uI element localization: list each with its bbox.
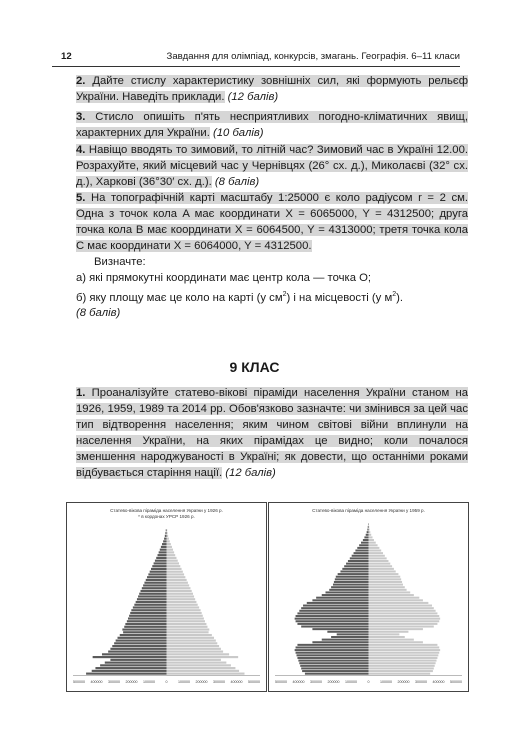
- female-bar: [369, 552, 384, 554]
- female-bar: [167, 590, 192, 592]
- male-bar: [305, 673, 369, 675]
- female-bar: [369, 620, 440, 622]
- male-bar: [340, 570, 368, 572]
- task-3-highlight: [76, 111, 468, 139]
- female-bar: [167, 579, 187, 581]
- male-bar: [348, 560, 369, 562]
- female-bar: [369, 602, 429, 604]
- female-bar: [369, 639, 414, 641]
- female-bar: [167, 639, 216, 641]
- section-heading: 9 КЛАС: [229, 359, 280, 375]
- task-4-highlight: [76, 144, 468, 188]
- female-bar: [369, 597, 420, 599]
- task-5-text: На топографічній карті масштабу 1:25000 є коло радіусом r = 2 см. Одна з точок кола A має координати X = 6065000, Y = 4312500; друга точка кола B має координати X = 6064500, Y = 4313000; третя точка кола C має координати X = 6064000, Y = 4312500.: [76, 192, 468, 253]
- male-bar: [156, 557, 166, 559]
- task-5-determine: Визначте:: [94, 256, 146, 269]
- male-bar: [139, 593, 166, 595]
- female-bar: [369, 542, 376, 544]
- header-title: Завдання для олімпіад, конкурсів, змагань. Географія. 6–11 класи: [166, 51, 460, 62]
- male-bar: [297, 654, 369, 656]
- male-bar: [142, 587, 167, 589]
- female-bar: [167, 540, 170, 542]
- female-bar: [167, 543, 171, 545]
- male-bar: [342, 568, 368, 570]
- x-tick-label: 500000: [275, 680, 287, 684]
- female-bar: [167, 582, 188, 584]
- male-bar: [296, 646, 369, 648]
- x-tick-label: 400000: [432, 680, 445, 684]
- x-tick-label: 200000: [195, 680, 208, 684]
- female-bar: [167, 595, 195, 597]
- male-bar: [166, 529, 167, 531]
- male-bar: [322, 639, 369, 641]
- x-tick-label: 100000: [143, 680, 155, 684]
- task-5-item-a: а) які прямокутні координати має центр кола — точка О;: [76, 272, 372, 285]
- male-bar: [124, 626, 166, 628]
- male-bar: [105, 662, 167, 664]
- male-bar: [131, 609, 166, 611]
- female-bar: [369, 654, 439, 656]
- male-bar: [350, 557, 369, 559]
- female-bar: [369, 557, 387, 559]
- task-4-text: Навіщо вводять то зимовий, то літній час? Зимовий час в Україні 12.00. Розрахуйте, який місцевий час у Чернівцях (26° сх. д.), Миколаєві (32° сх. д.), Харкові (36°30′ сх. д.).: [76, 144, 468, 189]
- task-3-number: 3.: [76, 111, 86, 123]
- male-bar: [296, 615, 369, 617]
- female-bar: [167, 576, 186, 578]
- female-bar: [167, 626, 208, 628]
- male-bar: [367, 531, 369, 533]
- female-bar: [369, 581, 403, 583]
- female-bar: [369, 628, 423, 630]
- pyramid-chart-1926: [66, 502, 267, 692]
- male-bar: [95, 667, 166, 669]
- male-bar: [134, 604, 166, 606]
- female-bar: [369, 610, 436, 612]
- x-tick-label: 100000: [380, 680, 392, 684]
- female-bar: [369, 615, 440, 617]
- female-bar: [167, 617, 204, 619]
- male-bar: [110, 659, 166, 661]
- female-bar: [369, 667, 434, 669]
- female-bar: [167, 664, 231, 666]
- male-bar: [357, 547, 368, 549]
- female-bar: [167, 620, 205, 622]
- male-bar: [150, 571, 167, 573]
- male-bar: [325, 591, 368, 593]
- chart-title: Статево-вікова піраміда населення України у 1959 р.: [312, 508, 425, 513]
- male-bar: [137, 598, 167, 600]
- x-tick-label: 400000: [230, 680, 243, 684]
- male-bar: [130, 612, 166, 614]
- female-bar: [369, 657, 438, 659]
- female-bar: [167, 653, 230, 655]
- male-bar: [312, 599, 368, 601]
- female-bar: [369, 591, 411, 593]
- x-tick-label: 300000: [213, 680, 225, 684]
- x-tick-label: 100000: [178, 680, 190, 684]
- male-bar: [363, 539, 369, 541]
- female-bar: [369, 573, 399, 575]
- male-bar: [334, 581, 369, 583]
- male-bar: [296, 620, 369, 622]
- x-tick-label: 0: [165, 680, 168, 684]
- x-tick-label: 400000: [90, 680, 103, 684]
- female-bar: [167, 565, 181, 567]
- female-bar: [369, 544, 378, 546]
- female-bar: [369, 586, 405, 588]
- male-bar: [163, 540, 166, 542]
- male-bar: [355, 550, 368, 552]
- male-bar: [151, 568, 167, 570]
- female-bar: [369, 578, 402, 580]
- male-bar: [165, 535, 167, 537]
- male-bar: [143, 584, 166, 586]
- grade9-task-1-points: (12 балів): [225, 467, 276, 480]
- male-bar: [299, 662, 368, 664]
- female-bar: [167, 549, 174, 551]
- x-tick-label: 200000: [397, 680, 410, 684]
- female-bar: [167, 667, 236, 669]
- male-bar: [367, 529, 368, 531]
- female-bar: [167, 651, 224, 653]
- female-bar: [369, 550, 382, 552]
- female-bar: [369, 560, 389, 562]
- male-bar: [346, 563, 368, 565]
- female-bar: [369, 641, 423, 643]
- female-bar: [167, 584, 190, 586]
- female-bar: [167, 538, 169, 540]
- male-bar: [336, 576, 369, 578]
- male-bar: [298, 660, 368, 662]
- male-bar: [354, 552, 369, 554]
- task-3-points: (10 балів): [212, 127, 264, 140]
- x-tick-label: 300000: [310, 680, 322, 684]
- female-bar: [369, 576, 401, 578]
- task-5-highlight: [76, 192, 468, 252]
- male-bar: [301, 626, 368, 628]
- male-bar: [329, 589, 368, 591]
- female-bar: [369, 644, 438, 646]
- male-bar: [337, 633, 369, 635]
- male-bar: [110, 648, 166, 650]
- female-bar: [369, 568, 394, 570]
- task-3-text: Стисло опишіть п'ять несприятливих погодно-кліматичних явищ, характерних для України.: [76, 111, 468, 140]
- female-bar: [167, 612, 202, 614]
- female-bar: [369, 589, 407, 591]
- x-tick-label: 200000: [125, 680, 138, 684]
- male-bar: [296, 652, 369, 654]
- male-bar: [333, 584, 369, 586]
- task-3: [76, 109, 468, 141]
- female-bar: [167, 606, 200, 608]
- x-tick-label: 0: [367, 680, 370, 684]
- female-bar: [167, 535, 169, 537]
- female-bar: [369, 646, 440, 648]
- male-bar: [125, 623, 166, 625]
- page-header: [52, 50, 460, 67]
- male-bar: [359, 544, 368, 546]
- male-bar: [295, 618, 369, 620]
- female-bar: [167, 601, 197, 603]
- pyramid-1959-svg: [269, 503, 468, 691]
- male-bar: [302, 670, 368, 672]
- female-bar: [369, 584, 403, 586]
- female-bar: [369, 618, 441, 620]
- female-bar: [369, 531, 371, 533]
- male-bar: [331, 586, 368, 588]
- female-bar: [369, 536, 373, 538]
- male-bar: [361, 542, 368, 544]
- task-2-points: (12 балів): [227, 91, 279, 104]
- male-bar: [352, 555, 369, 557]
- male-bar: [297, 644, 368, 646]
- female-bar: [167, 604, 198, 606]
- female-bar: [369, 612, 438, 614]
- male-bar: [86, 673, 166, 675]
- chart-subtitle: * в кордонах УРСР 1926 р.: [138, 514, 195, 519]
- female-bar: [167, 615, 203, 617]
- female-bar: [369, 673, 431, 675]
- female-bar: [369, 565, 393, 567]
- male-bar: [127, 620, 167, 622]
- male-bar: [123, 631, 166, 633]
- x-tick-label: 100000: [345, 680, 357, 684]
- female-bar: [369, 623, 438, 625]
- male-bar: [316, 597, 368, 599]
- male-bar: [158, 554, 167, 556]
- grade9-task-1-text: Проаналізуйте статево-вікові піраміди населення України станом на 1926, 1959, 1989 та 2014 рр. Обов'язково зазначте: чи змінився за цей час тип відтворення населення; яким чином світові війни вплинули на населення України, на яких пірамідах це видно; коли почалося зменшення народжуваності в Україні; як довести, що останніми роками відбувається старіння нації.: [76, 387, 468, 480]
- male-bar: [364, 536, 368, 538]
- male-bar: [154, 562, 167, 564]
- x-tick-label: 400000: [292, 680, 305, 684]
- male-bar: [160, 549, 167, 551]
- male-bar: [138, 595, 166, 597]
- female-bar: [167, 656, 239, 658]
- female-bar: [369, 539, 374, 541]
- male-bar: [108, 651, 166, 653]
- female-bar: [369, 662, 436, 664]
- task-2-text: Дайте стислу характеристику зовнішніх сил, які формують рельєф України. Наведіть приклади.: [76, 75, 468, 104]
- female-bar: [369, 633, 400, 635]
- female-bar: [167, 623, 207, 625]
- female-bar: [167, 631, 209, 633]
- male-bar: [307, 602, 369, 604]
- x-tick-label: 500000: [73, 680, 85, 684]
- male-bar: [93, 656, 167, 658]
- male-bar: [114, 642, 166, 644]
- male-bar: [120, 634, 167, 636]
- female-bar: [167, 529, 168, 531]
- grade9-task-1: [76, 385, 468, 482]
- x-tick-label: 500000: [248, 680, 260, 684]
- male-bar: [164, 538, 166, 540]
- male-bar: [300, 665, 368, 667]
- female-bar: [369, 665, 435, 667]
- female-bar: [369, 607, 434, 609]
- female-bar: [369, 649, 441, 651]
- female-bar: [167, 628, 210, 630]
- task-4-number: 4.: [76, 144, 86, 156]
- task-4-points: (8 балів): [214, 176, 260, 189]
- male-bar: [159, 551, 167, 553]
- male-bar: [301, 607, 368, 609]
- pyramid-1926-svg: [67, 503, 266, 691]
- female-bar: [369, 529, 370, 531]
- x-tick-label: 300000: [415, 680, 427, 684]
- male-bar: [335, 578, 369, 580]
- female-bar: [167, 551, 175, 553]
- female-bar: [369, 631, 409, 633]
- male-bar: [136, 601, 167, 603]
- male-bar: [116, 639, 167, 641]
- female-bar: [167, 609, 201, 611]
- male-bar: [297, 657, 368, 659]
- female-bar: [167, 670, 240, 672]
- grade9-task-1-number: 1.: [76, 387, 86, 399]
- male-bar: [122, 628, 166, 630]
- male-bar: [146, 579, 167, 581]
- task-5-points: (8 балів): [76, 307, 121, 320]
- female-bar: [167, 532, 168, 534]
- male-bar: [303, 605, 368, 607]
- x-tick-label: 200000: [327, 680, 340, 684]
- female-bar: [369, 636, 405, 638]
- male-bar: [366, 534, 369, 536]
- female-bar: [167, 673, 245, 675]
- female-bar: [167, 662, 227, 664]
- male-bar: [133, 606, 167, 608]
- x-tick-label: 500000: [450, 680, 462, 684]
- male-bar: [368, 526, 369, 528]
- chart-title: Статево-вікова піраміда населення України у 1926 р.: [110, 508, 223, 513]
- female-bar: [167, 634, 212, 636]
- female-bar: [167, 642, 218, 644]
- male-bar: [338, 573, 369, 575]
- male-bar: [148, 573, 166, 575]
- task-2: [76, 73, 468, 105]
- male-bar: [92, 670, 167, 672]
- female-bar: [369, 563, 391, 565]
- male-bar: [100, 664, 166, 666]
- x-tick-label: 300000: [108, 680, 120, 684]
- male-bar: [165, 532, 166, 534]
- male-bar: [162, 543, 166, 545]
- female-bar: [167, 546, 172, 548]
- task-5-number: 5.: [76, 192, 86, 204]
- male-bar: [147, 576, 166, 578]
- male-bar: [327, 631, 368, 633]
- female-bar: [167, 560, 178, 562]
- female-bar: [167, 593, 193, 595]
- male-bar: [141, 590, 167, 592]
- female-bar: [369, 652, 440, 654]
- female-bar: [369, 594, 414, 596]
- male-bar: [102, 653, 167, 655]
- male-bar: [322, 594, 369, 596]
- female-bar: [167, 554, 176, 556]
- male-bar: [297, 612, 368, 614]
- male-bar: [128, 617, 167, 619]
- female-bar: [167, 557, 177, 559]
- pyramid-chart-1959: [268, 502, 469, 692]
- female-bar: [369, 555, 385, 557]
- female-bar: [167, 562, 180, 564]
- female-bar: [167, 659, 221, 661]
- male-bar: [312, 641, 368, 643]
- male-bar: [312, 628, 368, 630]
- female-bar: [167, 571, 183, 573]
- male-bar: [301, 667, 368, 669]
- female-bar: [167, 587, 191, 589]
- female-bar: [167, 648, 221, 650]
- task-2-number: 2.: [76, 75, 86, 87]
- male-bar: [118, 637, 167, 639]
- female-bar: [369, 670, 433, 672]
- female-bar: [369, 526, 370, 528]
- female-bar: [369, 626, 434, 628]
- female-bar: [369, 570, 396, 572]
- task-4: [76, 142, 468, 190]
- female-bar: [369, 660, 437, 662]
- grade9-task-1-highlight: [76, 387, 468, 479]
- female-bar: [369, 534, 372, 536]
- male-bar: [144, 582, 166, 584]
- male-bar: [129, 615, 166, 617]
- female-bar: [369, 547, 380, 549]
- task-5: [76, 190, 468, 322]
- female-bar: [369, 605, 432, 607]
- page-number: 12: [61, 51, 72, 62]
- male-bar: [112, 645, 166, 647]
- female-bar: [167, 637, 215, 639]
- male-bar: [344, 565, 368, 567]
- female-bar: [167, 573, 185, 575]
- male-bar: [297, 623, 368, 625]
- female-bar: [369, 599, 423, 601]
- female-bar: [167, 645, 220, 647]
- male-bar: [295, 649, 369, 651]
- female-bar: [167, 568, 182, 570]
- male-bar: [299, 610, 368, 612]
- task-5-item-b: б) яку площу має це коло на карті (у $см^2$) і на місцевості (у $м^2$).: [76, 290, 404, 304]
- male-bar: [155, 560, 167, 562]
- female-bar: [167, 598, 196, 600]
- male-bar: [152, 565, 166, 567]
- male-bar: [161, 546, 167, 548]
- male-bar: [331, 636, 368, 638]
